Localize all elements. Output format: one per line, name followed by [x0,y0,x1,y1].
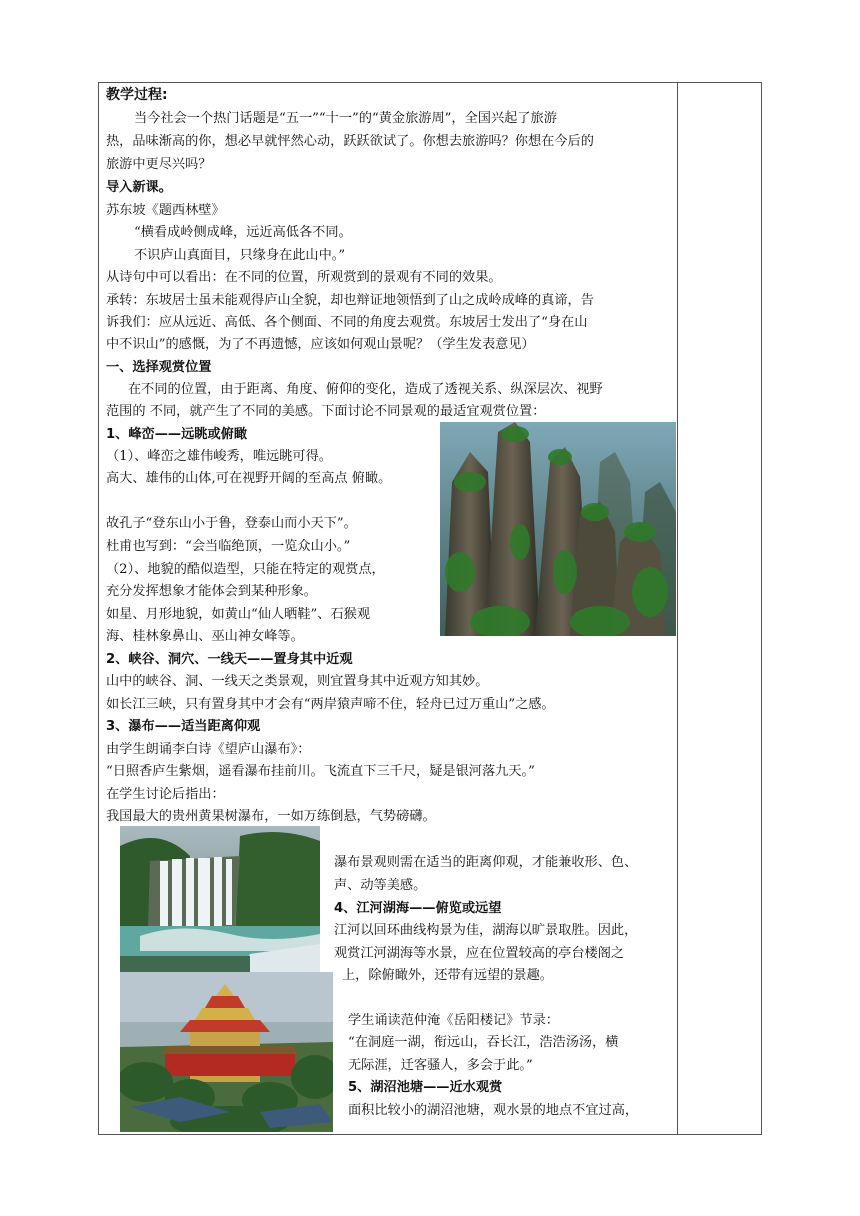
poem-source: 苏东坡《题西林壁》 [106,203,225,218]
item1-line-6: （2）、地貌的酷似造型，只能在特定的观赏点， [106,562,385,577]
waterfall-icon [120,826,320,972]
section1-text-2: 范围的 不同，就产生了不同的美感。下面讨论不同景观的最适宜观赏位置： [106,404,546,419]
item4-line-2: 观赏江河湖海等水景，应在位置较高的亭台楼阁之 [334,946,625,961]
item4-line-1: 江河以回环曲线构景为佳，湖海以旷景取胜。因此， [334,923,638,938]
item2-line-1: 山中的峡谷、洞、一线天之类景观，则宜置身其中近观方知其妙。 [106,674,489,689]
intro-line-1: 当今社会一个热门话题是“五一”“十一”的“黄金旅游周”，全国兴起了旅游 [134,111,557,126]
item3-line-4: 我国最大的贵州黄果树瀑布，一如万练倒悬，气势磅礴。 [106,809,436,824]
item4-line-3: 上，除俯瞰外，还带有远望的景趣。 [342,968,553,983]
item4-title: 4、江河湖海——俯览或远望 [334,901,502,916]
item3-side-1: 瀑布景观则需在适当的距离仰观，才能兼收形、色、 [334,855,638,870]
item1-line-9: 海、桂林象鼻山、巫山神女峰等。 [106,629,304,644]
item4-line-5: 学生诵读范仲淹《岳阳楼记》节录： [348,1013,559,1028]
poem-line-2: 不识庐山真面目，只缘身在此山中。” [134,248,346,263]
mountain-photo [440,422,676,636]
waterfall-photo [120,826,320,972]
item4-line-6: “在洞庭一湖，衔远山，吞长江，浩浩汤汤，横 [348,1035,619,1050]
item1-line-7: 充分发挥想象才能体会到某种形象。 [106,584,317,599]
poem-conclusion: 从诗句中可以看出：在不同的位置，所观赏到的景观有不同的效果。 [106,270,502,285]
yueyang-tower-icon [120,972,333,1132]
item1-line-2: 高大、雄伟的山体,可在视野开阔的至高点 俯瞰。 [106,471,392,486]
intro-line-2: 热，品味渐高的你，想必早就怦然心动，跃跃欲试了。你想去旅游吗？你想在今后的 [106,134,594,149]
column-divider [677,82,678,1135]
item2-title: 2、峡谷、洞穴、一线天——置身其中近观 [106,652,353,667]
item5-line-1: 面积比较小的湖沼池塘，观水景的地点不宜过高， [348,1103,639,1118]
item1-line-1: （1）、峰峦之雄伟峻秀，唯远眺可得。 [106,449,332,464]
item4-line-7: 无际涯，迁客骚人，多会于此。” [348,1058,533,1073]
item1-line-8: 如星、月形地貌，如黄山“仙人晒鞋”、石猴观 [106,607,371,622]
intro-line-3: 旅游中更尽兴吗？ [106,157,212,172]
lead-in-title: 导入新课。 [106,180,172,195]
item1-line-4: 故孔子“登东山小于鲁，登泰山而小天下”。 [106,516,357,531]
transition-line-3: 中不识山”的感慨，为了不再遗憾，应该如何观山景呢？（学生发表意见） [106,337,535,352]
heading: 教学过程: [106,87,168,103]
item1-title: 1、峰峦——远眺或俯瞰 [106,427,248,442]
mountain-peaks-icon [440,422,676,636]
section1-text-1: 在不同的位置，由于距离、角度、俯仰的变化，造成了透视关系、纵深层次、视野 [128,382,603,397]
transition-line-2: 诉我们：应从远近、高低、各个侧面、不同的角度去观赏。东坡居士发出了“身在山 [106,315,588,330]
item1-line-5: 杜甫也写到：“会当临绝顶，一览众山小。” [106,539,351,554]
item3-line-1: 由学生朗诵李白诗《望庐山瀑布》： [106,742,311,757]
item3-line-2: “日照香庐生紫烟，遥看瀑布挂前川。飞流直下三千尺，疑是银河落九天。” [106,764,535,779]
item3-title: 3、瀑布——适当距离仰观 [106,719,261,734]
item2-line-2: 如长江三峡，只有置身其中才会有“两岸猿声啼不住，轻舟已过万重山”之感。 [106,697,555,712]
section1-title: 一、选择观赏位置 [106,360,212,375]
item5-title: 5、湖沼池塘——近水观赏 [348,1080,503,1095]
tower-photo [120,972,333,1132]
poem-line-1: “横看成岭侧成峰，远近高低各不同。 [134,225,352,240]
transition-line-1: 承转：东坡居士虽未能观得庐山全貌，却也辩证地领悟到了山之成岭成峰的真谛，告 [106,293,594,308]
item3-side-2: 声、动等美感。 [334,878,427,893]
item3-line-3: 在学生讨论后指出： [106,787,225,802]
